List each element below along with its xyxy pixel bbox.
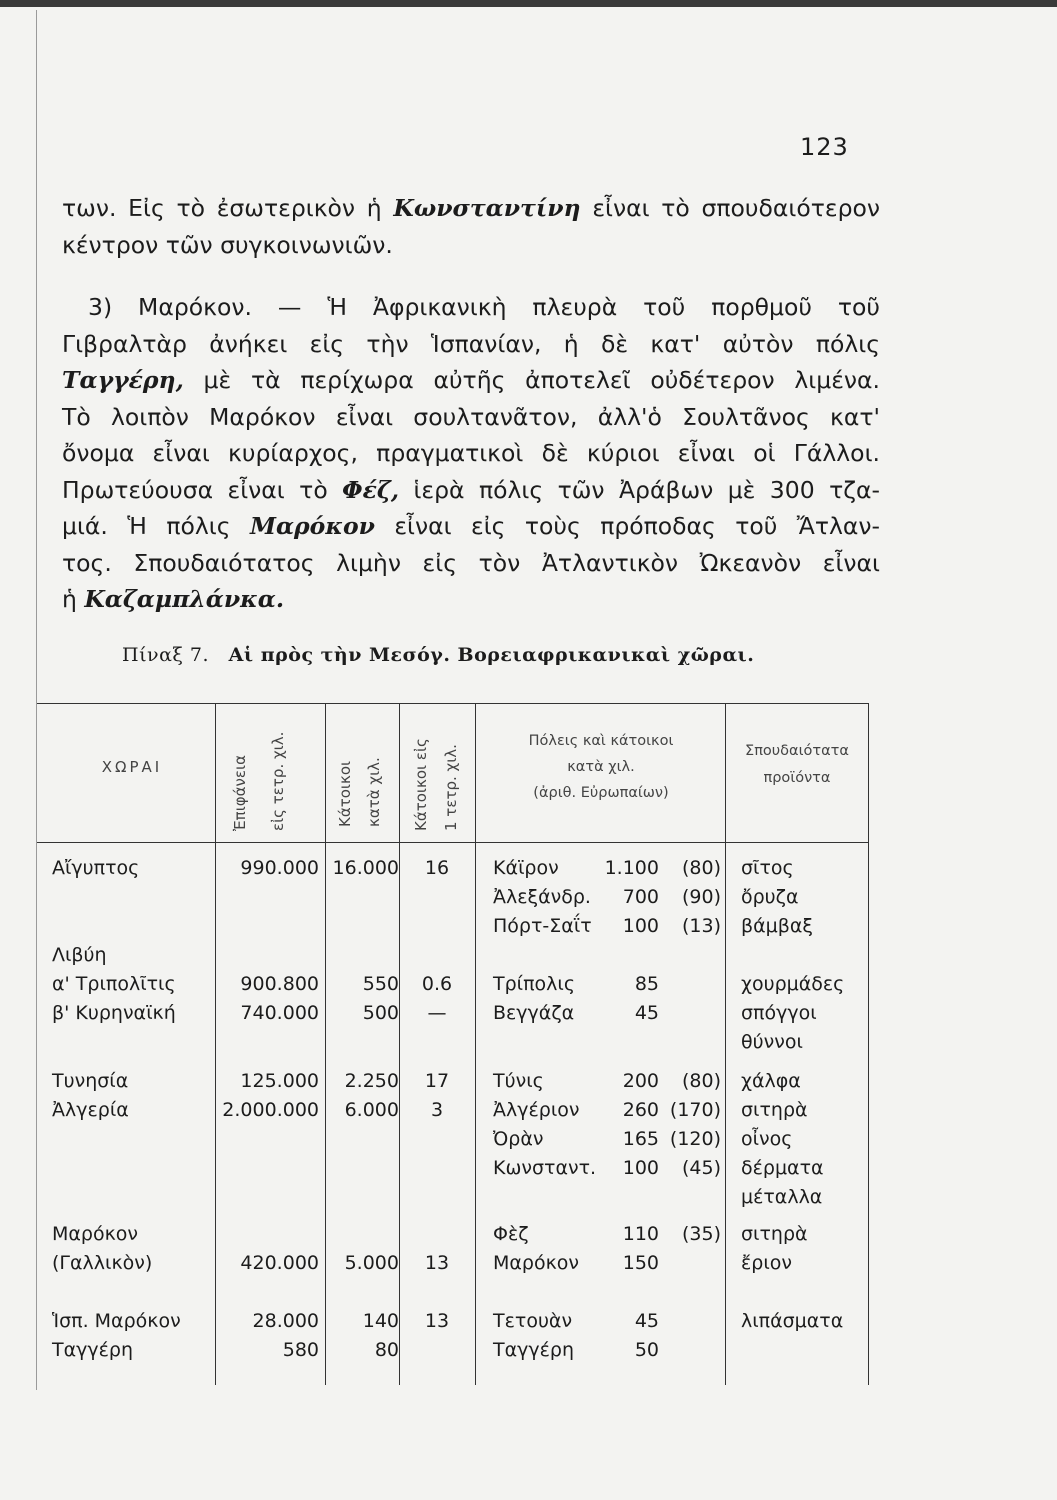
- paragraph-2-line-8: τος. Σπουδαιότατος λιμὴν εἰς τὸν Ἀτλαντικὸν Ὠκεανὸν εἶναι: [62, 548, 880, 577]
- header-area-line-2: εἰς τετρ. χιλ.: [269, 731, 287, 831]
- table-row: α' Τριπολῖτις 900.800 550 0.6 Τρίπολις 85 χουρμάδες: [52, 973, 845, 995]
- header-pop-line-1: Κάτοικοι: [336, 760, 354, 827]
- countries-table: [37, 703, 869, 1385]
- table-caption: Πίναξ 7. Αἱ πρὸς τὴν Μεσόγ. Βορειαφρικανικαὶ χῶραι.: [122, 644, 755, 666]
- table-row: Ἀλεξάνδρ. 700 (90) ὄρυζα: [493, 886, 799, 908]
- paragraph-2-line-6: Πρωτεύουσα εἶναι τὸ Φέζ, ἱερὰ πόλις τῶν Ἀράβων μὲ 300 τζα-: [62, 475, 880, 504]
- paragraph-1: [62, 190, 880, 263]
- page-top-edge: [0, 0, 1057, 7]
- paragraph-2: [62, 289, 880, 618]
- paragraph-1-line-1: των. Εἰς τὸ ἐσωτερικὸν ἡ Κωνσταντίνη εἶναι τὸ σπουδαιότερον: [62, 194, 881, 222]
- header-cities: Πόλεις καὶ κάτοικοι κατὰ χιλ. (ἀριθ. Εὐρωπαίων): [528, 733, 674, 801]
- paragraph-2-line-7: μιά. Ἡ πόλις Μαρόκον εἶναι εἰς τοὺς πρόποδας τοῦ Ἄτλαν-: [62, 512, 880, 540]
- table-row: (Γαλλικὸν) 420.000 5.000 13 Μαρόκον 150 ἔριον: [52, 1252, 792, 1274]
- header-pop-line-2: κατὰ χιλ.: [365, 757, 383, 827]
- page-number: 123: [800, 133, 849, 161]
- paragraph-1-line-2: κέντρον τῶν συγκοινωνιῶν.: [62, 230, 393, 259]
- paragraph-2-line-5: ὄνομα εἶναι κυρίαρχος, πραγματικοὶ δὲ κύριοι εἶναι οἱ Γάλλοι.: [62, 439, 880, 467]
- table-row: Ἀλγερία 2.000.000 6.000 3 Ἀλγέριον 260 (170) σιτηρὰ: [52, 1099, 808, 1121]
- table-row: Πόρτ-Σαΐτ 100 (13) βάμβαξ: [493, 915, 813, 937]
- table-row: μέταλλα: [741, 1186, 823, 1208]
- header-dens-line-1: Κάτοικοι εἰς: [412, 738, 430, 831]
- table-row: Αἴγυπτος 990.000 16.000 16 Κάϊρον 1.100 (80) σῖτος: [52, 857, 794, 879]
- paragraph-2-line-2: Γιβραλτὰρ ἀνήκει εἰς τὴν Ἱσπανίαν, ἡ δὲ κατ' αὐτὸν πόλις: [62, 329, 880, 358]
- paragraph-2-line-4: Τὸ λοιπὸν Μαρόκον εἶναι σουλτανᾶτον, ἀλλ'ὁ Σουλτᾶνος κατ': [62, 402, 880, 431]
- table-row: β' Κυρηναϊκή 740.000 500 — Βεγγάζα 45 σπόγγοι: [52, 1002, 817, 1024]
- paragraph-2-line-3: Ταγγέρη, μὲ τὰ περίχωρα αὐτῆς ἀποτελεῖ οὐδέτερον λιμένα.: [62, 366, 880, 394]
- header-products: Σπουδαιότατα προϊόντα: [745, 743, 849, 786]
- table-row: Κωνσταντ. 100 (45) δέρματα: [493, 1157, 824, 1179]
- table-row: Λιβύη: [52, 944, 107, 966]
- table-header-rule: [37, 842, 869, 843]
- table-row: Μαρόκον Φὲζ 110 (35) σιτηρὰ: [52, 1223, 808, 1245]
- table-row: Ὀρὰν 165 (120) οἶνος: [493, 1128, 793, 1150]
- table-row: Ταγγέρη 580 80 Ταγγέρη 50: [52, 1339, 659, 1361]
- table-row: Ἱσπ. Μαρόκον 28.000 140 13 Τετουὰν 45 λιπάσματα: [52, 1310, 844, 1332]
- table-row: θύννοι: [741, 1031, 803, 1053]
- table-row: Τυνησία 125.000 2.250 17 Τύνις 200 (80) χάλφα: [52, 1070, 801, 1092]
- paragraph-2-line-9: ἡ Καζαμπλάνκα.: [62, 585, 285, 613]
- paragraph-2-line-1: 3) Μαρόκον. — Ἡ Ἀφρικανικὴ πλευρὰ τοῦ πορθμοῦ τοῦ: [88, 293, 880, 321]
- header-countries: ΧΩΡΑΙ: [101, 758, 163, 776]
- header-area-line-1: Ἐπιφάνεια: [231, 754, 249, 831]
- header-dens-line-2: 1 τετρ. χιλ.: [442, 744, 460, 831]
- table-top-rule: [37, 703, 869, 704]
